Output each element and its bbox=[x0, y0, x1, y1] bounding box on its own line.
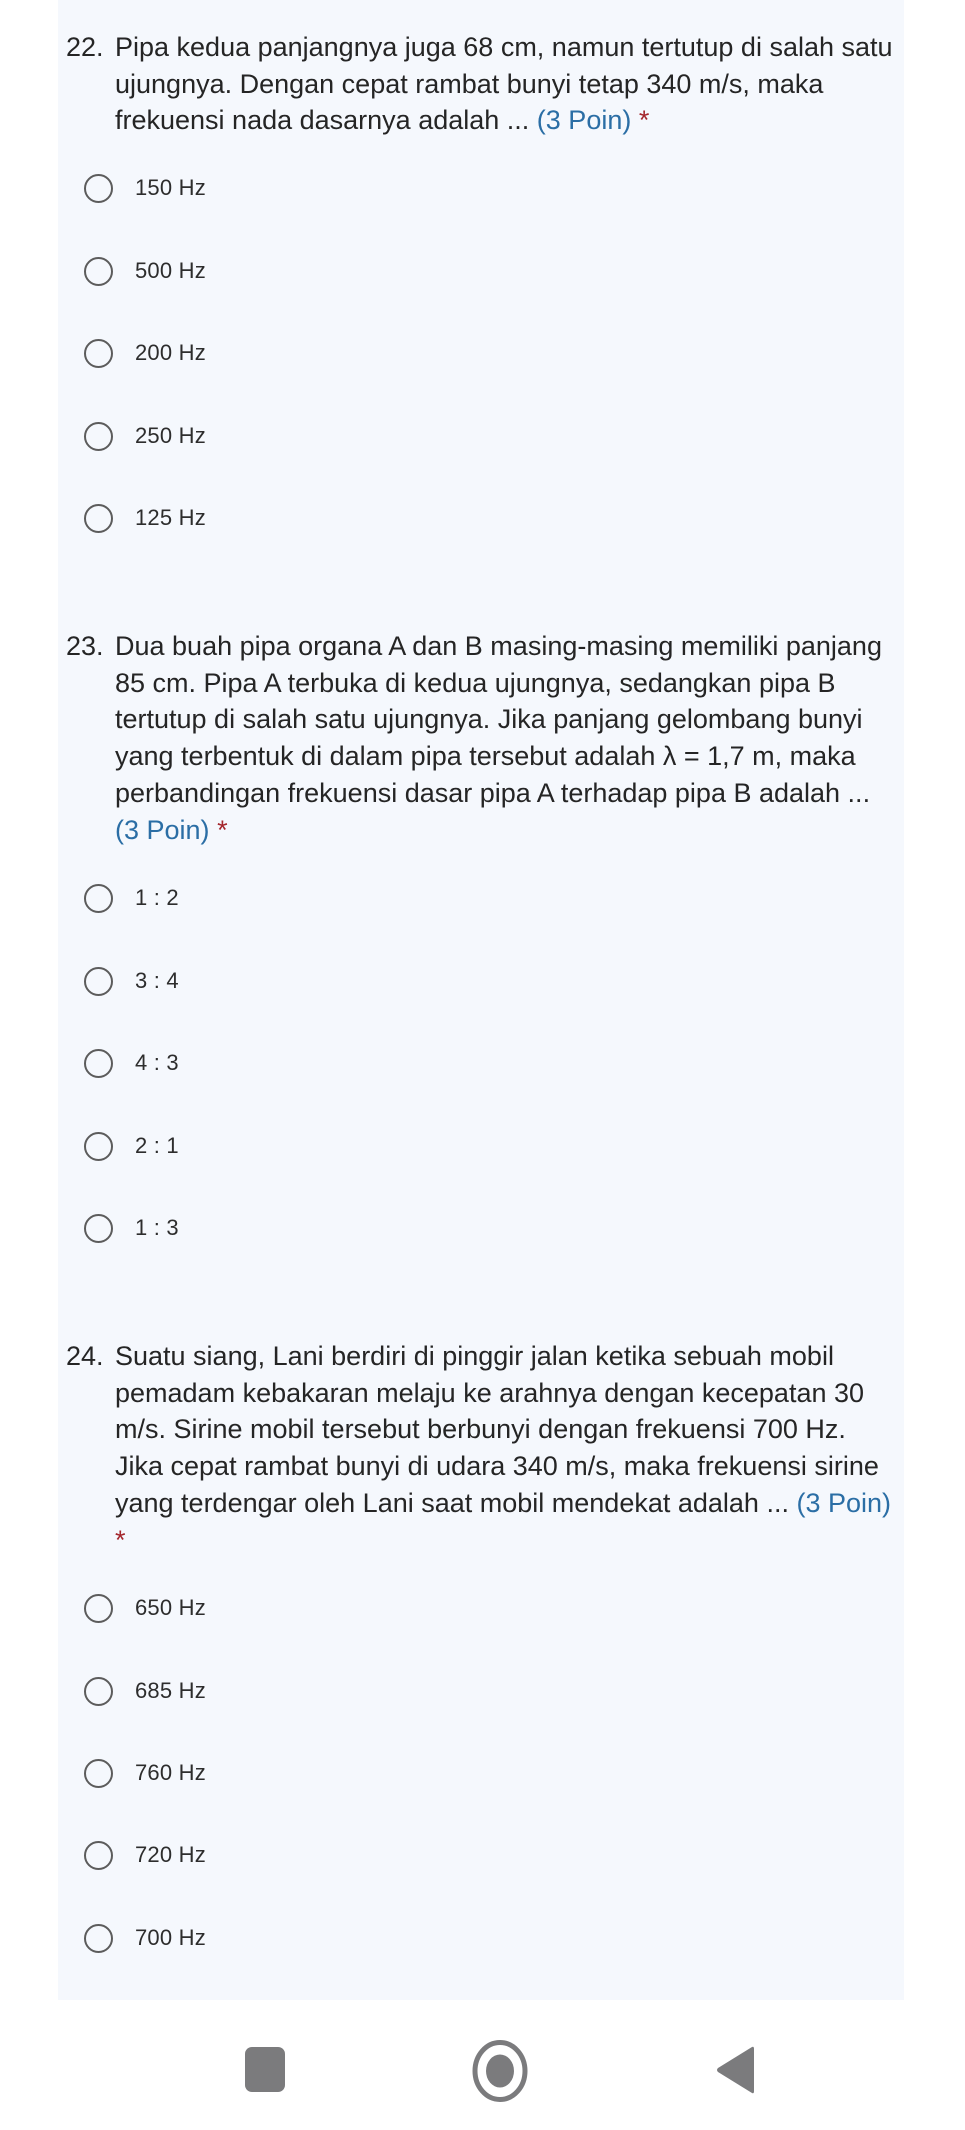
option-label: 250 Hz bbox=[135, 423, 206, 448]
back-button[interactable] bbox=[715, 2044, 755, 2096]
points-label: (3 Poin) bbox=[536, 105, 632, 136]
radio-button[interactable] bbox=[84, 504, 113, 533]
option-radio[interactable] bbox=[84, 411, 684, 461]
radio-button[interactable] bbox=[84, 422, 113, 451]
option-radio[interactable] bbox=[84, 1038, 684, 1088]
required-asterisk: * bbox=[115, 1524, 126, 1555]
radio-button[interactable] bbox=[84, 1594, 113, 1623]
question-number: 23. bbox=[66, 631, 104, 661]
recents-button[interactable] bbox=[245, 2047, 285, 2092]
option-label: 2 : 1 bbox=[135, 1133, 179, 1158]
quiz-form-card bbox=[58, 0, 904, 2000]
option-radio[interactable] bbox=[84, 1666, 684, 1716]
option-radio[interactable] bbox=[84, 956, 684, 1006]
required-asterisk: * bbox=[217, 814, 228, 845]
radio-button[interactable] bbox=[84, 1049, 113, 1078]
option-radio[interactable] bbox=[84, 1203, 684, 1253]
radio-button[interactable] bbox=[84, 1214, 113, 1243]
radio-button[interactable] bbox=[84, 884, 113, 913]
question-text: Pipa kedua panjangnya juga 68 cm, namun tertutup di salah satu ujungnya. Dengan cepat rambat bunyi tetap 340 m/s, maka frekuensi nada dasarnya adalah ... bbox=[115, 32, 893, 136]
required-asterisk: * bbox=[638, 105, 650, 136]
points-label: (3 Poin) bbox=[796, 1487, 892, 1518]
option-label: 720 Hz bbox=[135, 1842, 206, 1867]
radio-button[interactable] bbox=[84, 1677, 113, 1706]
option-label: 200 Hz bbox=[135, 340, 206, 365]
option-label: 1 : 2 bbox=[135, 885, 179, 910]
option-radio[interactable] bbox=[84, 1830, 684, 1880]
option-radio[interactable] bbox=[84, 1748, 684, 1798]
option-radio[interactable] bbox=[84, 1583, 684, 1633]
option-label: 125 Hz bbox=[135, 505, 206, 530]
question-text-block bbox=[115, 628, 895, 848]
radio-button[interactable] bbox=[84, 174, 113, 203]
option-label: 700 Hz bbox=[135, 1925, 206, 1950]
option-radio[interactable] bbox=[84, 873, 684, 923]
option-radio[interactable] bbox=[84, 493, 684, 543]
option-label: 150 Hz bbox=[135, 175, 206, 200]
triangle-icon bbox=[715, 2044, 755, 2096]
question-text-block bbox=[115, 1338, 895, 1558]
option-radio[interactable] bbox=[84, 1913, 684, 1963]
radio-button[interactable] bbox=[84, 1759, 113, 1788]
radio-button[interactable] bbox=[84, 339, 113, 368]
option-label: 685 Hz bbox=[135, 1678, 206, 1703]
option-label: 3 : 4 bbox=[135, 968, 179, 993]
option-label: 650 Hz bbox=[135, 1595, 206, 1620]
radio-button[interactable] bbox=[84, 1841, 113, 1870]
option-label: 760 Hz bbox=[135, 1760, 206, 1785]
radio-button[interactable] bbox=[84, 1132, 113, 1161]
question-text: Suatu siang, Lani berdiri di pinggir jalan ketika sebuah mobil pemadam kebakaran melaju ke arahnya dengan kecepatan 30 m/s. Sirine mobil tersebut berbunyi dengan frekuensi 700 Hz. Jika cepat rambat bunyi di udara 340 m/s, maka frekuensi sirine yang terdengar oleh Lani saat mobil mendekat adalah ... bbox=[115, 1341, 879, 1518]
option-label: 1 : 3 bbox=[135, 1215, 179, 1240]
option-radio[interactable] bbox=[84, 1121, 684, 1171]
square-icon bbox=[245, 2047, 285, 2092]
home-button[interactable] bbox=[472, 2039, 528, 2103]
question-number: 24. bbox=[66, 1341, 104, 1371]
question-text-block bbox=[115, 29, 895, 139]
radio-button[interactable] bbox=[84, 257, 113, 286]
circle-icon bbox=[472, 2039, 528, 2103]
option-radio[interactable] bbox=[84, 163, 684, 213]
option-radio[interactable] bbox=[84, 328, 684, 378]
option-label: 4 : 3 bbox=[135, 1050, 179, 1075]
radio-button[interactable] bbox=[84, 967, 113, 996]
option-radio[interactable] bbox=[84, 246, 684, 296]
points-label: (3 Poin) bbox=[115, 814, 210, 845]
question-text: Dua buah pipa organa A dan B masing-masing memiliki panjang 85 cm. Pipa A terbuka di kedua ujungnya, sedangkan pipa B tertutup di salah satu ujungnya. Jika panjang gelombang bunyi yang terbentuk di dalam pipa tersebut adalah λ = 1,7 m, maka perbandingan frekuensi dasar pipa A terhadap pipa B adalah ... bbox=[115, 631, 882, 808]
question-number: 22. bbox=[66, 32, 104, 62]
radio-button[interactable] bbox=[84, 1924, 113, 1953]
option-label: 500 Hz bbox=[135, 258, 206, 283]
